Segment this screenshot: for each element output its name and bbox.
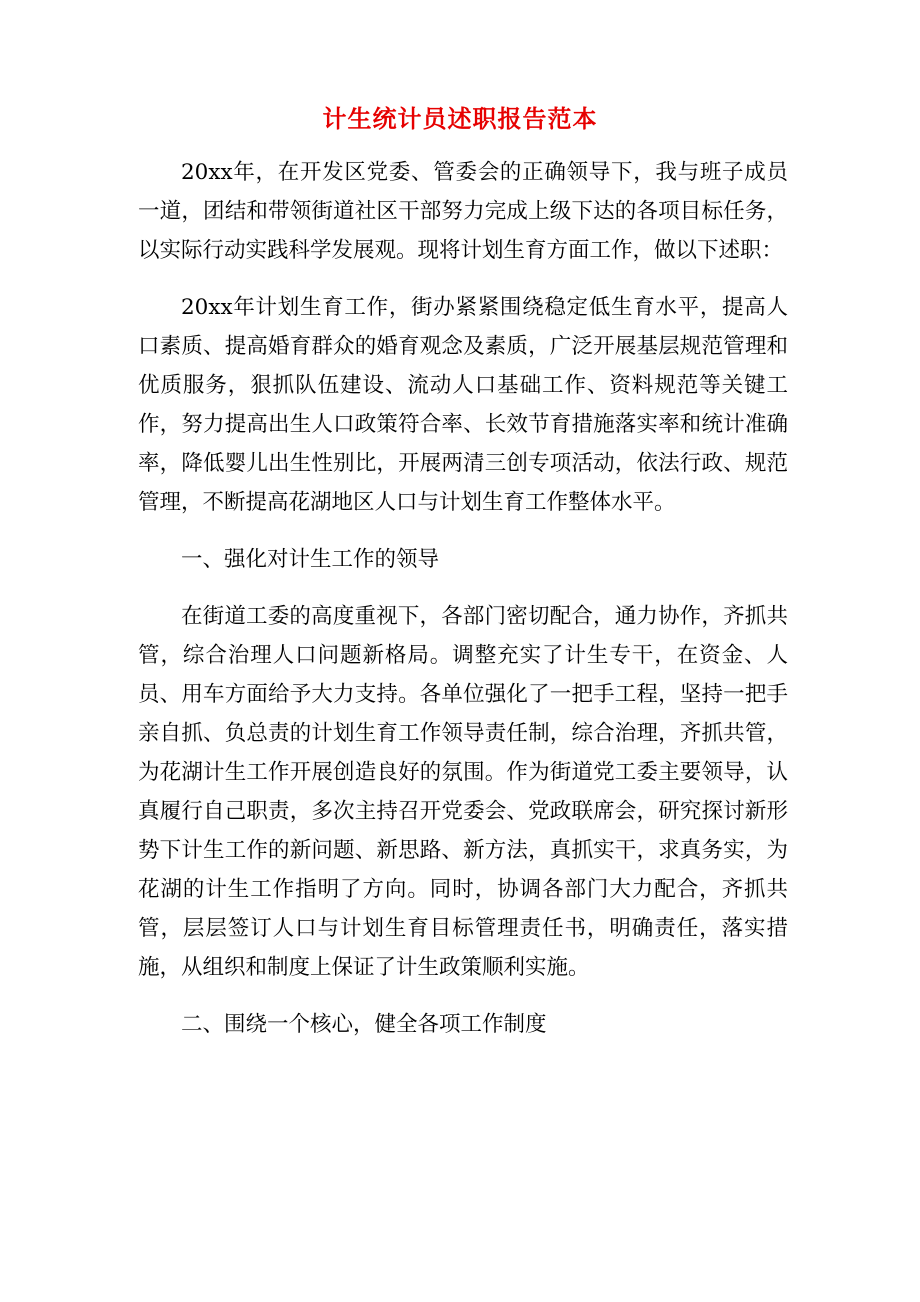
document-body [138,153,788,1062]
document-title: 计生统计员述职报告范本 [322,104,598,133]
intro-paragraph: 20xx年，在开发区党委、管委会的正确领导下，我与班子成员一道，团结和带领街道社区干部努力完成上级下达的各项目标任务，以实际行动实践科学发展观。现将计划生育方面工作，做以下述职： [138,160,788,263]
section-1-paragraph: 在街道工委的高度重视下，各部门密切配合，通力协作，齐抓共管，综合治理人口问题新格局。调整充实了计生专干，在资金、人员、用车方面给予大力支持。各单位强化了一把手工程，坚持一把手亲自抓、负总责的计划生育工作领导责任制，综合治理，齐抓共管，为花湖计生工作开展创造良好的氛围。作为街道党工委主要领导，认真履行自己职责，多次主持召开党委会、党政联席会，研究探讨新形势下计生工作的新问题、新思路、新方法，真抓实干，求真务实，为花湖的计生工作指明了方向。同时，协调各部门大力配合，齐抓共管，层层签订人口与计划生育目标管理责任书，明确责任，落实措施，从组织和制度上保证了计生政策顺利实施。 [138,604,788,980]
section-2-heading: 二、围绕一个核心，健全各项工作制度 [181,1012,547,1037]
section-1-heading: 一、强化对计生工作的领导 [181,547,440,572]
overview-paragraph: 20xx年计划生育工作，街办紧紧围绕稳定低生育水平，提高人口素质、提高婚育群众的婚育观念及素质，广泛开展基层规范管理和优质服务，狠抓队伍建设、流动人口基础工作、资料规范等关键工作，努力提高出生人口政策符合率、长效节育措施落实率和统计准确率，降低婴儿出生性别比，开展两清三创专项活动，依法行政、规范管理，不断提高花湖地区人口与计划生育工作整体水平。 [138,295,788,515]
